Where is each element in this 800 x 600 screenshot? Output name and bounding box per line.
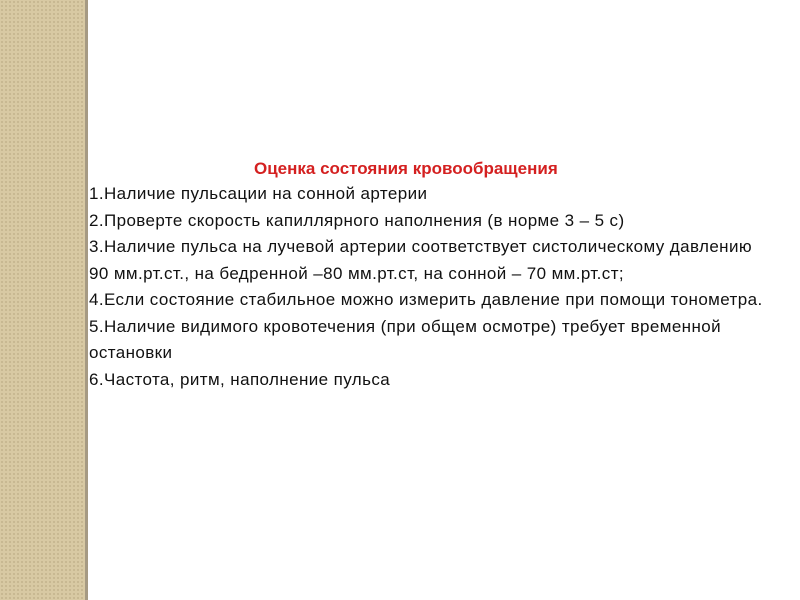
slide-title: Оценка состояния кровообращения (254, 159, 558, 178)
list-item-5: 5.Наличие видимого кровотечения (при общем осмотре) требует временной остановки (89, 316, 722, 362)
slide-content (89, 157, 769, 393)
item-list (89, 181, 769, 393)
list-item-4: 4.Если состояние стабильное можно измерить давление при помощи тонометра. (89, 290, 763, 309)
list-item-3: 3.Наличие пульса на лучевой артерии соответствует систолическому давлению 90 мм.рт.ст., на бедренной –80 мм.рт.ст, на сонной – 70 мм.рт.ст; (89, 237, 753, 283)
side-divider (85, 0, 88, 600)
list-item-1: 1.Наличие пульсации на сонной артерии (89, 184, 428, 203)
decorative-side-band (0, 0, 85, 600)
list-item-2: 2.Проверте скорость капиллярного наполнения (в норме 3 – 5 с) (89, 210, 625, 230)
list-item-6: 6.Частота, ритм, наполнение пульса (89, 369, 391, 389)
